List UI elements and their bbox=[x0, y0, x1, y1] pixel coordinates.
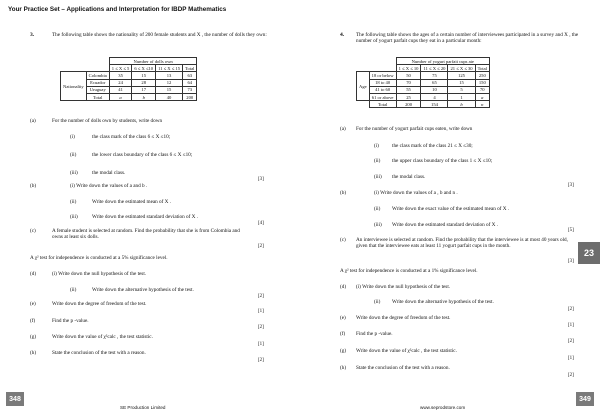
part-label: (d) bbox=[340, 284, 347, 290]
part-text: Write down the alternative hypothesis of the test. bbox=[92, 287, 194, 293]
row-label: Total bbox=[86, 93, 109, 100]
page-number-left: 348 bbox=[6, 392, 24, 406]
table-top-header: Number of dolls own bbox=[109, 58, 197, 65]
part-text: State the conclusion of the test with a reason. bbox=[356, 365, 450, 371]
table-cell: b bbox=[448, 101, 475, 108]
table-row bbox=[357, 101, 490, 108]
part-text: Write down the value of χ²calc , the test statistic. bbox=[356, 348, 457, 354]
table-cell: 70 bbox=[475, 86, 489, 93]
row-group-label: Age bbox=[357, 72, 370, 101]
table-header: 6 ≤ X ≤10 bbox=[132, 65, 156, 72]
part-text: the lower class boundary of the class 6 ≤ X ≤10; bbox=[92, 152, 193, 158]
part-text: (i) Write down the values of a and b . bbox=[70, 183, 148, 189]
table-cell: 75 bbox=[421, 72, 448, 79]
part-text: Write down the alternative hypothesis of the test. bbox=[392, 299, 494, 305]
part-label: (h) bbox=[30, 350, 37, 356]
table-cell: 15 bbox=[132, 72, 156, 79]
part-label: (iii) bbox=[374, 174, 382, 180]
part-label: (e) bbox=[340, 315, 346, 321]
row-label: Uruguay bbox=[86, 86, 109, 93]
table-cell: 4 bbox=[421, 93, 448, 100]
part-text: Write down the degree of freedom of the test. bbox=[356, 315, 451, 321]
row-label: 41 to 60 bbox=[369, 86, 396, 93]
table-cell: 200 bbox=[183, 93, 197, 100]
part-text: Write down the estimated standard deviation of X . bbox=[392, 222, 498, 228]
part-text: the modal class. bbox=[392, 174, 426, 180]
part-label: (c) bbox=[340, 237, 346, 243]
table-row bbox=[357, 65, 490, 72]
table-cell: 50 bbox=[396, 72, 421, 79]
table-cell: 25 bbox=[396, 93, 421, 100]
part-label: (iii) bbox=[70, 214, 78, 220]
part-text: Write down the estimated standard deviation of X . bbox=[92, 214, 198, 220]
table-header: 21 ≤ X ≤ 30 bbox=[448, 65, 475, 72]
part-label: (c) bbox=[30, 228, 36, 234]
marks: [2] bbox=[258, 244, 264, 249]
row-label: 18 to 40 bbox=[369, 79, 396, 86]
part-text: An interviewee is selected at random. Find the probability that the interviewee is at most 40 years old, given that the interviewee eats at least 11 yogurt parfait cups in the month. bbox=[356, 237, 568, 250]
note-text: A χ² test for independence is conducted at a 5% significance level. bbox=[30, 255, 168, 261]
row-label: Total bbox=[369, 101, 396, 108]
table-header: 11 ≤ X ≤ 20 bbox=[421, 65, 448, 72]
table-cell: a bbox=[109, 93, 132, 100]
part-text: State the conclusion of the test with a reason. bbox=[52, 350, 146, 356]
marks: [1] bbox=[568, 323, 574, 328]
table-row bbox=[357, 79, 490, 86]
table-cell: n bbox=[475, 101, 489, 108]
table-row bbox=[357, 93, 490, 100]
row-label: 18 or below bbox=[369, 72, 396, 79]
table-cell: 10 bbox=[421, 86, 448, 93]
table-cell: 150 bbox=[475, 79, 489, 86]
part-label: (i) bbox=[70, 134, 75, 140]
table-cell: 15 bbox=[156, 86, 183, 93]
question-intro: The following table shows the ages of a certain number of interviewees participated in a survey and X , the number of yogurt parfait cups they eat in a particular month: bbox=[356, 32, 579, 45]
part-label: (b) bbox=[340, 190, 347, 196]
part-text: (i) Write down the values of a , b and n . bbox=[374, 190, 458, 196]
table-row bbox=[61, 65, 197, 72]
table-cell: 35 bbox=[109, 72, 132, 79]
part-label: (ii) bbox=[374, 158, 381, 164]
part-text: (i) Write down the null hypothesis of the test. bbox=[52, 271, 147, 277]
table-cell: 250 bbox=[475, 72, 489, 79]
table-cell: 1 bbox=[448, 93, 475, 100]
part-text: the class mark of the class 21 ≤ X ≤30; bbox=[392, 143, 473, 149]
marks: [3] bbox=[258, 177, 264, 182]
dolls-table bbox=[60, 57, 197, 101]
part-label: (e) bbox=[30, 301, 36, 307]
table-cell: 154 bbox=[421, 101, 448, 108]
table-cell: 12 bbox=[156, 79, 183, 86]
part-label: (ii) bbox=[70, 287, 77, 293]
table-cell: 63 bbox=[183, 72, 197, 79]
part-label: (g) bbox=[340, 348, 347, 354]
part-label: (f) bbox=[30, 318, 36, 324]
part-text: For the number of yogurt parfait cups eaten, write down bbox=[356, 126, 473, 132]
table-cell: 28 bbox=[132, 79, 156, 86]
table-cell: 55 bbox=[396, 86, 421, 93]
table-row bbox=[357, 72, 490, 79]
table-cell: 40 bbox=[156, 93, 183, 100]
part-label: (f) bbox=[340, 331, 346, 337]
marks: [4] bbox=[258, 221, 264, 226]
chapter-tab: 23 bbox=[578, 242, 600, 264]
part-text: A female student is selected at random. Find the probability that she is from Colombia and owns at least six dolls. bbox=[52, 228, 240, 241]
part-text: Write down the exact value of the estimated mean of X . bbox=[392, 206, 510, 212]
table-header: Total bbox=[183, 65, 197, 72]
marks: [2] bbox=[258, 358, 264, 363]
marks: [1] bbox=[258, 342, 264, 347]
part-label: (ii) bbox=[374, 206, 381, 212]
part-label: (h) bbox=[340, 365, 347, 371]
note-text: A χ² test for independence is conducted at a 1% significance level. bbox=[340, 268, 478, 274]
table-header: Total bbox=[475, 65, 489, 72]
part-label: (b) bbox=[30, 183, 37, 189]
marks: [2] bbox=[568, 339, 574, 344]
part-label: (iii) bbox=[70, 170, 78, 176]
table-cell: a bbox=[475, 93, 489, 100]
marks: [1] bbox=[258, 309, 264, 314]
table-cell: 24 bbox=[109, 79, 132, 86]
marks: [2] bbox=[258, 294, 264, 299]
marks: [5] bbox=[568, 228, 574, 233]
question-number: 3. bbox=[30, 32, 35, 38]
question-number: 4. bbox=[340, 32, 345, 38]
part-label: (ii) bbox=[70, 152, 77, 158]
row-label: 61 or above bbox=[369, 93, 396, 100]
marks: [2] bbox=[258, 325, 264, 330]
table-row bbox=[357, 86, 490, 93]
table-cell: 41 bbox=[109, 86, 132, 93]
table-cell: 125 bbox=[448, 72, 475, 79]
table-cell: 73 bbox=[183, 86, 197, 93]
part-label: (i) bbox=[374, 143, 379, 149]
footer-website: www.seprodstore.com bbox=[420, 405, 466, 410]
part-label: (iii) bbox=[374, 222, 382, 228]
marks: [2] bbox=[568, 373, 574, 378]
table-cell: 5 bbox=[448, 86, 475, 93]
table-cell: 15 bbox=[448, 79, 475, 86]
part-text: Write down the value of χ²calc , the test statistic. bbox=[52, 334, 153, 340]
table-row bbox=[61, 58, 197, 65]
page-number-right: 349 bbox=[576, 392, 594, 406]
part-text: the upper class boundary of the class 1 ≤ X ≤10; bbox=[392, 158, 493, 164]
table-cell: 17 bbox=[132, 86, 156, 93]
book-header: Your Practice Set – Applications and Interpretation for IBDP Mathematics bbox=[8, 6, 227, 13]
part-label: (a) bbox=[340, 126, 346, 132]
part-text: Find the p -value. bbox=[52, 318, 89, 324]
table-header: 1 ≤ X ≤ 10 bbox=[396, 65, 421, 72]
marks: [3] bbox=[568, 259, 574, 264]
question-intro: The following table shows the nationality of 200 female students and X , the number of dolls they own: bbox=[52, 32, 267, 38]
table-header: 11 ≤ X ≤ 15 bbox=[156, 65, 183, 72]
table-cell: 64 bbox=[183, 79, 197, 86]
table-row bbox=[357, 58, 490, 65]
footer-publisher: SE Production Limited bbox=[120, 405, 166, 410]
part-label: (ii) bbox=[374, 299, 381, 305]
marks: [2] bbox=[568, 307, 574, 312]
table-cell: 13 bbox=[156, 72, 183, 79]
part-label: (g) bbox=[30, 334, 37, 340]
table-cell: b bbox=[132, 93, 156, 100]
part-text: Find the p -value. bbox=[356, 331, 393, 337]
table-header: 1 ≤ X ≤ 5 bbox=[109, 65, 132, 72]
part-text: the class mark of the class 6 ≤ X ≤10; bbox=[92, 134, 171, 140]
part-text: (i) Write down the null hypothesis of the test. bbox=[356, 284, 451, 290]
row-label: Colombia bbox=[86, 72, 109, 79]
part-text: For the number of dolls own by students, write down bbox=[52, 118, 163, 124]
part-text: the modal class. bbox=[92, 170, 126, 176]
row-label: Ecuador bbox=[86, 79, 109, 86]
table-cell: 65 bbox=[421, 79, 448, 86]
table-row bbox=[61, 72, 197, 79]
marks: [3] bbox=[568, 183, 574, 188]
part-text: Write down the estimated mean of X . bbox=[92, 199, 172, 205]
row-group-label: Nationality bbox=[61, 72, 87, 101]
table-cell: 200 bbox=[396, 101, 421, 108]
table-top-header: Number of yogurt parfait cups ate bbox=[396, 58, 489, 65]
part-label: (ii) bbox=[70, 199, 77, 205]
table-cell: 70 bbox=[396, 79, 421, 86]
marks: [1] bbox=[568, 356, 574, 361]
part-label: (a) bbox=[30, 118, 36, 124]
part-text: Write down the degree of freedom of the test. bbox=[52, 301, 147, 307]
part-label: (d) bbox=[30, 271, 37, 277]
yogurt-table bbox=[356, 57, 490, 108]
